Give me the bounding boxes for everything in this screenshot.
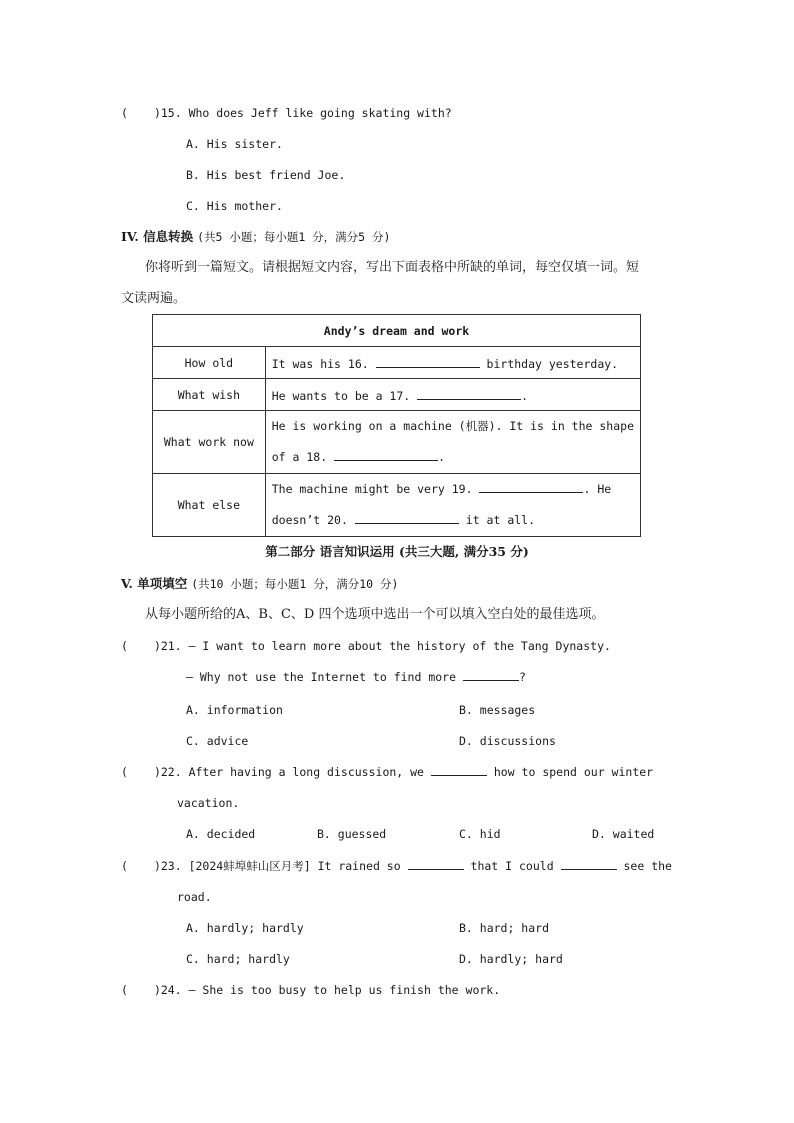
question-number: )22. — [153, 765, 182, 779]
row-text: doesn’t 20. — [271, 513, 348, 527]
answer-paren: ( — [121, 765, 128, 779]
section-4-heading — [121, 228, 390, 246]
row-label: What else — [153, 474, 266, 537]
option-b: B. guessed — [317, 827, 387, 841]
table-header: Andy’s dream and work — [153, 315, 641, 347]
question-24 — [121, 981, 500, 999]
answer-paren: ( — [121, 106, 128, 120]
question-text: Who does Jeff like going skating with? — [188, 106, 452, 120]
question-15 — [121, 104, 452, 122]
row-text-line2 — [272, 505, 634, 536]
question-23 — [121, 857, 672, 875]
answer-blank-19[interactable] — [479, 480, 583, 493]
section-meta: (共10 小题；每小题1 分，满分10 分) — [191, 577, 399, 591]
question-text: that I could — [470, 859, 554, 873]
row-text: . — [521, 388, 529, 403]
row-text: of a 18. — [271, 450, 328, 464]
answer-blank[interactable] — [408, 857, 464, 870]
option-c: C. His mother. — [186, 199, 283, 213]
answer-blank[interactable] — [463, 668, 519, 681]
row-content — [265, 474, 640, 537]
row-text: it at all. — [465, 513, 536, 527]
answer-paren: ( — [121, 983, 128, 997]
section-title: IV. 信息转换 — [121, 229, 194, 244]
row-text: The machine might be very 19. — [271, 482, 473, 496]
row-text-line1 — [272, 474, 634, 505]
part-2-title: 第二部分 语言知识运用 (共三大题, 满分35 分) — [265, 544, 529, 559]
question-text: ? — [518, 670, 526, 684]
question-22-cont: vacation. — [177, 796, 240, 810]
row-content — [265, 379, 640, 411]
question-21-reply — [186, 668, 526, 686]
row-text: It was his 16. — [271, 356, 369, 371]
question-text: After having a long discussion, we — [188, 765, 424, 779]
question-22 — [121, 763, 653, 781]
row-content — [265, 411, 640, 474]
question-number: )21. — [153, 639, 182, 653]
answer-blank-18[interactable] — [334, 448, 438, 461]
question-source: [2024蚌埠蚌山区月考] — [188, 859, 311, 873]
row-text: He wants to be a 17. — [271, 388, 411, 403]
question-text: — Why not use the Internet to find more — [186, 670, 457, 684]
option-b: B. messages — [459, 703, 536, 717]
question-text: see the — [623, 859, 672, 873]
info-table — [152, 314, 641, 537]
question-number: )24. — [153, 983, 182, 997]
row-label: How old — [153, 347, 266, 379]
option-b: B. hard; hard — [459, 921, 550, 935]
row-label: What wish — [153, 379, 266, 411]
question-number: )23. — [153, 859, 182, 873]
answer-blank[interactable] — [561, 857, 617, 870]
section-4-instruction-cont: 文读两遍。 — [121, 291, 187, 306]
option-d: D. waited — [592, 827, 655, 841]
row-text: He is working on a machine (机器). It is in the shape — [271, 419, 634, 433]
question-23-cont: road. — [177, 890, 212, 904]
option-a: A. information — [186, 703, 283, 717]
answer-blank[interactable] — [431, 763, 487, 776]
answer-paren: ( — [121, 859, 128, 873]
question-number: )15. — [153, 106, 182, 120]
answer-blank-20[interactable] — [355, 511, 459, 524]
question-text: — She is too busy to help us finish the work. — [188, 983, 501, 997]
option-a: A. His sister. — [186, 137, 283, 151]
row-label: What work now — [153, 411, 266, 474]
option-a: A. hardly; hardly — [186, 921, 304, 935]
answer-blank-16[interactable] — [376, 355, 480, 368]
question-text: — I want to learn more about the history of the Tang Dynasty. — [188, 639, 611, 653]
section-4-instruction: 你将听到一篇短文。请根据短文内容，写出下面表格中所缺的单词，每空仅填一词。短 — [145, 260, 640, 275]
option-a: A. decided — [186, 827, 256, 841]
option-c: C. hid — [459, 827, 501, 841]
option-b: B. His best friend Joe. — [186, 168, 346, 182]
option-c: C. advice — [186, 734, 249, 748]
row-text: . He — [583, 482, 612, 496]
question-text: It rained so — [317, 859, 401, 873]
option-c: C. hard; hardly — [186, 952, 290, 966]
question-21 — [121, 637, 611, 655]
answer-paren: ( — [121, 639, 128, 653]
row-content — [265, 347, 640, 379]
section-title: V. 单项填空 — [121, 576, 188, 591]
answer-blank-17[interactable] — [417, 387, 521, 400]
section-5-heading — [121, 575, 398, 593]
question-text: how to spend our winter — [493, 765, 654, 779]
row-text-line2 — [272, 442, 634, 473]
option-d: D. discussions — [459, 734, 556, 748]
section-5-instruction: 从每小题所给的A、B、C、D 四个选项中选出一个可以填入空白处的最佳选项。 — [145, 607, 605, 622]
row-text: . — [438, 450, 445, 464]
section-meta: (共5 小题；每小题1 分，满分5 分) — [197, 230, 391, 244]
row-text: birthday yesterday. — [486, 356, 619, 371]
option-d: D. hardly; hard — [459, 952, 563, 966]
